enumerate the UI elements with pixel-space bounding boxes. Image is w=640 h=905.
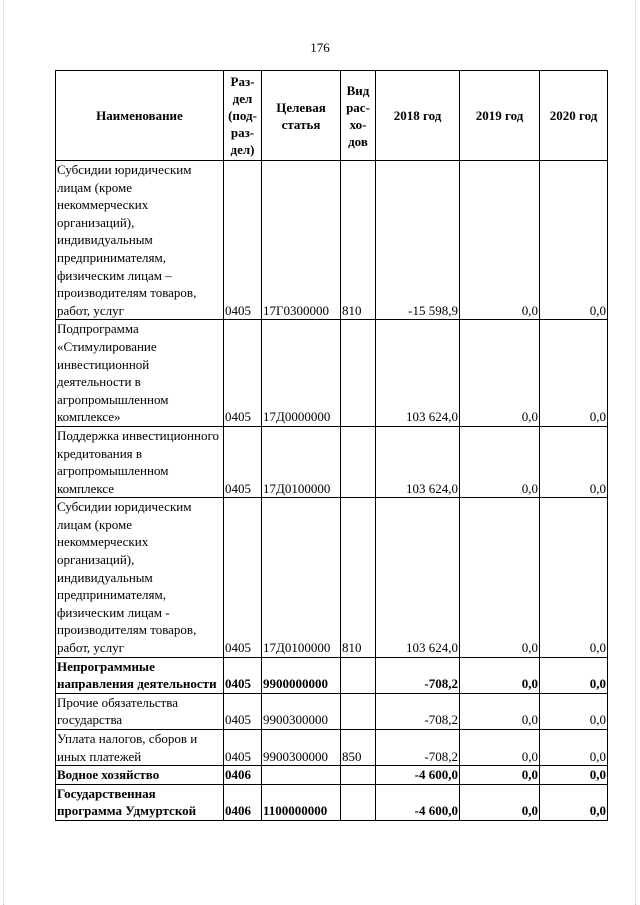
row-target: 17Г0300000: [262, 161, 341, 320]
table-row: [56, 498, 608, 657]
row-target: 9900300000: [262, 693, 341, 729]
row-section: 0405: [224, 320, 262, 427]
header-target: Целевая статья: [262, 71, 341, 161]
table-row: [56, 693, 608, 729]
row-2019: 0,0: [460, 426, 540, 497]
row-2020: 0,0: [540, 784, 608, 820]
row-2020: 0,0: [540, 320, 608, 427]
row-section: 0405: [224, 498, 262, 657]
row-name: Поддержка инвестиционного кредитования в агропромышленном комплексе: [56, 426, 224, 497]
row-2019: 0,0: [460, 784, 540, 820]
row-2018: 103 624,0: [376, 320, 460, 427]
row-2018: -4 600,0: [376, 766, 460, 785]
row-2019: 0,0: [460, 320, 540, 427]
row-target: [262, 766, 341, 785]
row-expense-type: 850: [341, 730, 376, 766]
table-body: [56, 161, 608, 821]
row-section: 0405: [224, 693, 262, 729]
right-edge-scan-marks: [631, 0, 636, 905]
row-expense-type: [341, 693, 376, 729]
row-2019: 0,0: [460, 693, 540, 729]
row-2020: 0,0: [540, 161, 608, 320]
row-target: 1100000000: [262, 784, 341, 820]
table-row: [56, 730, 608, 766]
row-2020: 0,0: [540, 426, 608, 497]
row-target: 17Д0000000: [262, 320, 341, 427]
row-target: 9900000000: [262, 657, 341, 693]
row-2019: 0,0: [460, 657, 540, 693]
row-section: 0405: [224, 657, 262, 693]
row-name: Прочие обязательства государства: [56, 693, 224, 729]
row-2019: 0,0: [460, 730, 540, 766]
row-target: 17Д0100000: [262, 426, 341, 497]
header-2020: 2020 год: [540, 71, 608, 161]
row-name: Подпрограмма «Стимулирование инвестиционной деятельности в агропромышленном комплексе»: [56, 320, 224, 427]
budget-table: [55, 70, 608, 821]
row-2018: 103 624,0: [376, 498, 460, 657]
row-name: Водное хозяйство: [56, 766, 224, 785]
row-section: 0406: [224, 784, 262, 820]
row-2019: 0,0: [460, 766, 540, 785]
row-name: Непрограммные направления деятельности: [56, 657, 224, 693]
row-section: 0405: [224, 730, 262, 766]
row-expense-type: [341, 657, 376, 693]
row-name: Уплата налогов, сборов и иных платежей: [56, 730, 224, 766]
table-row: [56, 161, 608, 320]
row-2020: 0,0: [540, 766, 608, 785]
header-2018: 2018 год: [376, 71, 460, 161]
row-target: 9900300000: [262, 730, 341, 766]
header-section: Раз- дел (под- раз- дел): [224, 71, 262, 161]
table-row: [56, 784, 608, 820]
left-edge-scan-marks: [3, 0, 8, 905]
row-section: 0405: [224, 426, 262, 497]
row-expense-type: [341, 784, 376, 820]
row-name: Государственная программа Удмуртской: [56, 784, 224, 820]
header-2019: 2019 год: [460, 71, 540, 161]
row-section: 0405: [224, 161, 262, 320]
table-row: [56, 320, 608, 427]
row-2018: -708,2: [376, 657, 460, 693]
row-2020: 0,0: [540, 693, 608, 729]
row-name: Субсидии юридическим лицам (кроме некоммерческих организаций), индивидуальным предпринимателям, физическим лицам - производителям товаров, работ, услуг: [56, 498, 224, 657]
row-2020: 0,0: [540, 730, 608, 766]
page-number: 176: [310, 40, 330, 55]
row-2020: 0,0: [540, 657, 608, 693]
row-expense-type: 810: [341, 498, 376, 657]
row-target: 17Д0100000: [262, 498, 341, 657]
row-2018: -708,2: [376, 693, 460, 729]
row-2018: 103 624,0: [376, 426, 460, 497]
row-2018: -708,2: [376, 730, 460, 766]
header-row: [56, 71, 608, 161]
row-2018: -15 598,9: [376, 161, 460, 320]
row-expense-type: 810: [341, 161, 376, 320]
row-2019: 0,0: [460, 161, 540, 320]
row-section: 0406: [224, 766, 262, 785]
row-expense-type: [341, 426, 376, 497]
row-name: Субсидии юридическим лицам (кроме некоммерческих организаций), индивидуальным предпринимателям, физическим лицам – производителям товаров, работ, услуг: [56, 161, 224, 320]
table-row: [56, 426, 608, 497]
row-2019: 0,0: [460, 498, 540, 657]
table-row: [56, 766, 608, 785]
row-2018: -4 600,0: [376, 784, 460, 820]
table-row: [56, 657, 608, 693]
header-name: Наименование: [56, 71, 224, 161]
row-expense-type: [341, 320, 376, 427]
row-expense-type: [341, 766, 376, 785]
header-expense-type: Вид рас- хо- дов: [341, 71, 376, 161]
row-2020: 0,0: [540, 498, 608, 657]
